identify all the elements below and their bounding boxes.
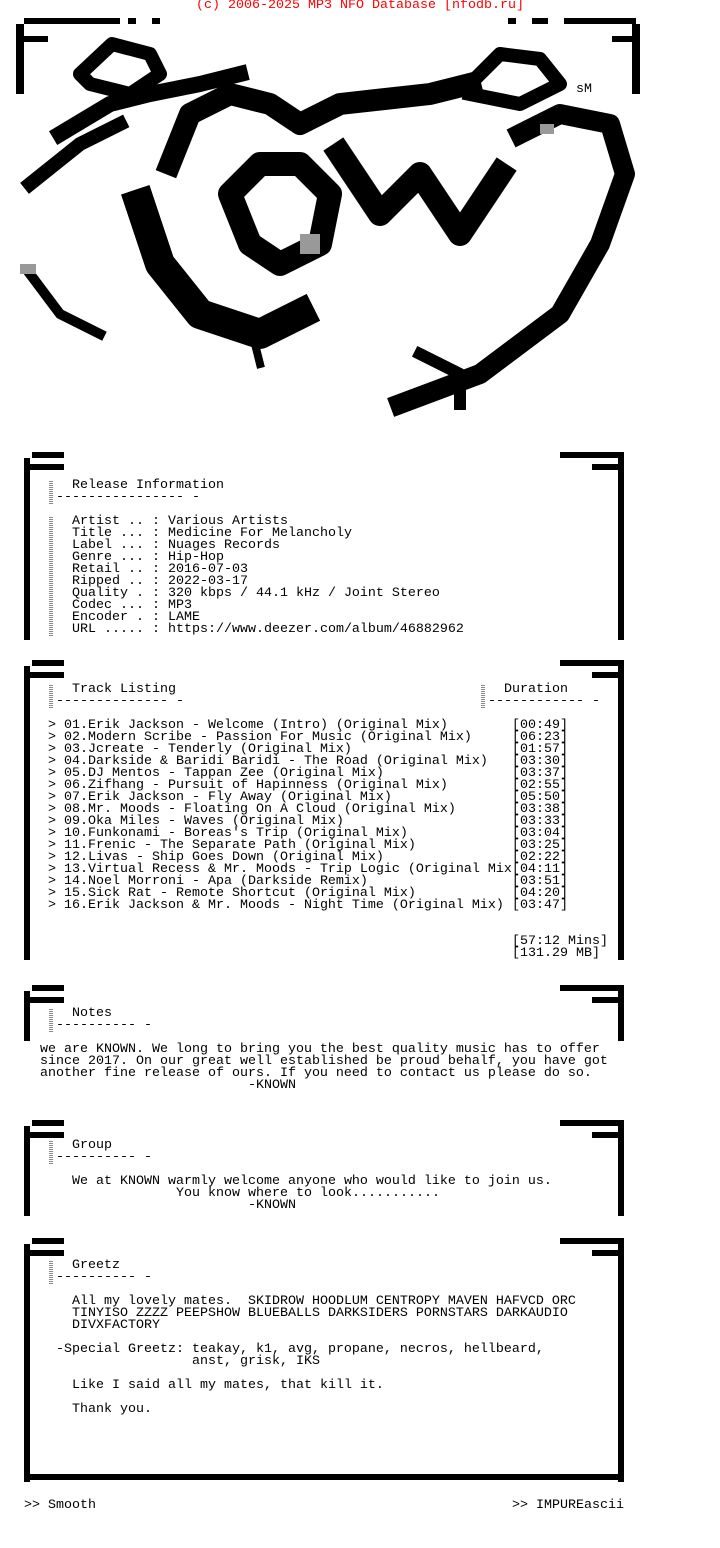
track-duration: [06:23] xyxy=(512,730,568,745)
site-credit: (c) 2006-2025 MP3 NFO Database [nfodb.ru] xyxy=(196,0,524,13)
notes-line: we are KNOWN. We long to bring you the best quality music has to offer xyxy=(40,1042,600,1057)
footer-right: >> IMPUREascii xyxy=(512,1498,624,1513)
duration-underline: ------------ - xyxy=(488,694,600,709)
greetz-underline: ---------- - xyxy=(56,1270,152,1285)
greetz-mates: DIVXFACTORY xyxy=(72,1318,160,1333)
track-duration: [03:37] xyxy=(512,766,568,781)
greetz-mates: All my lovely mates. SKIDROW HOODLUM CENTROPY MAVEN HAFVCD ORC xyxy=(72,1294,576,1309)
track-duration: [04:11] xyxy=(512,862,568,877)
logo-signature: sM xyxy=(576,82,592,97)
group-line: We at KNOWN warmly welcome anyone who would like to join us. xyxy=(72,1174,552,1189)
track-duration: [05:50] xyxy=(512,790,568,805)
track-title: > 11.Frenic - The Separate Path (Original Mix) xyxy=(48,838,416,853)
track-title: > 09.Oka Miles - Waves (Original Mix) xyxy=(48,814,344,829)
special-greetz: -Special Greetz: teakay, k1, avg, propane, necros, hellbeard, xyxy=(56,1342,544,1357)
track-duration: [03:04] xyxy=(512,826,568,841)
ascii-logo-art xyxy=(0,14,720,444)
track-title: > 05.DJ Mentos - Tappan Zee (Original Mix) xyxy=(48,766,384,781)
release-field: Quality . : 320 kbps / 44.1 kHz / Joint Stereo xyxy=(72,586,440,601)
greetz-thanks: Thank you. xyxy=(72,1402,152,1417)
track-duration: [03:25] xyxy=(512,838,568,853)
release-field: Genre ... : Hip-Hop xyxy=(72,550,224,565)
track-duration: [02:22] xyxy=(512,850,568,865)
release-field: Retail .. : 2016-07-03 xyxy=(72,562,248,577)
release-header: Release Information xyxy=(72,478,224,493)
notes-signature: -KNOWN xyxy=(248,1078,296,1093)
track-title: > 04.Darkside & Baridi Baridi - The Road (Original Mix) xyxy=(48,754,488,769)
track-title: > 10.Funkonami - Boreas's Trip (Original Mix) xyxy=(48,826,408,841)
notes-underline: ---------- - xyxy=(56,1018,152,1033)
track-title: > 02.Modern Scribe - Passion For Music (Original Mix) xyxy=(48,730,472,745)
track-title: > 16.Erik Jackson & Mr. Moods - Night Time (Original Mix) xyxy=(48,898,504,913)
track-title: > 01.Erik Jackson - Welcome (Intro) (Original Mix) xyxy=(48,718,448,733)
release-field: Title ... : Medicine For Melancholy xyxy=(72,526,352,541)
track-duration: [01:57] xyxy=(512,742,568,757)
track-duration: [03:30] xyxy=(512,754,568,769)
track-duration: [03:33] xyxy=(512,814,568,829)
track-title: > 08.Mr. Moods - Floating On A Cloud (Original Mix) xyxy=(48,802,456,817)
release-field: Codec ... : MP3 xyxy=(72,598,192,613)
total-size: [131.29 MB] xyxy=(512,946,600,961)
total-time: [57:12 Mins] xyxy=(512,934,608,949)
track-duration: [02:55] xyxy=(512,778,568,793)
release-field: Ripped .. : 2022-03-17 xyxy=(72,574,248,589)
track-title: > 15.Sick Rat - Remote Shortcut (Original Mix) xyxy=(48,886,416,901)
greetz-header: Greetz xyxy=(72,1258,120,1273)
footer-left: >> Smooth xyxy=(24,1498,96,1513)
tracklist-underline: -------------- - xyxy=(56,694,184,709)
notes-line: since 2017. On our great well established be proud behalf, you have got xyxy=(40,1054,608,1069)
track-title: > 06.Zifhang - Pursuit of Hapinness (Original Mix) xyxy=(48,778,448,793)
release-field: Label ... : Nuages Records xyxy=(72,538,280,553)
duration-header: Duration xyxy=(504,682,568,697)
release-field: Artist .. : Various Artists xyxy=(72,514,288,529)
track-duration: [03:38] xyxy=(512,802,568,817)
release-field: URL ..... : https://www.deezer.com/album/46882962 xyxy=(72,622,464,637)
special-greetz: anst, grisk, IKS xyxy=(192,1354,320,1369)
greetz-mates: TINYISO ZZZZ PEEPSHOW BLUEBALLS DARKSIDERS PORNSTARS DARKAUDIO xyxy=(72,1306,568,1321)
track-duration: [04:20] xyxy=(512,886,568,901)
track-title: > 14.Noel Morroni - Apa (Darkside Remix) xyxy=(48,874,368,889)
track-duration: [00:49] xyxy=(512,718,568,733)
group-header: Group xyxy=(72,1138,112,1153)
track-duration: [03:51] xyxy=(512,874,568,889)
release-underline: ---------------- - xyxy=(56,490,200,505)
group-line: You know where to look........... xyxy=(176,1186,440,1201)
release-field: Encoder . : LAME xyxy=(72,610,200,625)
track-duration: [03:47] xyxy=(512,898,568,913)
group-signature: -KNOWN xyxy=(248,1198,296,1213)
notes-header: Notes xyxy=(72,1006,112,1021)
greetz-closing: Like I said all my mates, that kill it. xyxy=(72,1378,384,1393)
tracklist-header: Track Listing xyxy=(72,682,176,697)
notes-line: another fine release of ours. If you need to contact us please do so. xyxy=(40,1066,592,1081)
track-title: > 03.Jcreate - Tenderly (Original Mix) xyxy=(48,742,352,757)
track-title: > 13.Virtual Recess & Mr. Moods - Trip Logic (Original Mix xyxy=(48,862,512,877)
track-title: > 07.Erik Jackson - Fly Away (Original Mix) xyxy=(48,790,392,805)
group-underline: ---------- - xyxy=(56,1150,152,1165)
track-title: > 12.Livas - Ship Goes Down (Original Mix) xyxy=(48,850,384,865)
